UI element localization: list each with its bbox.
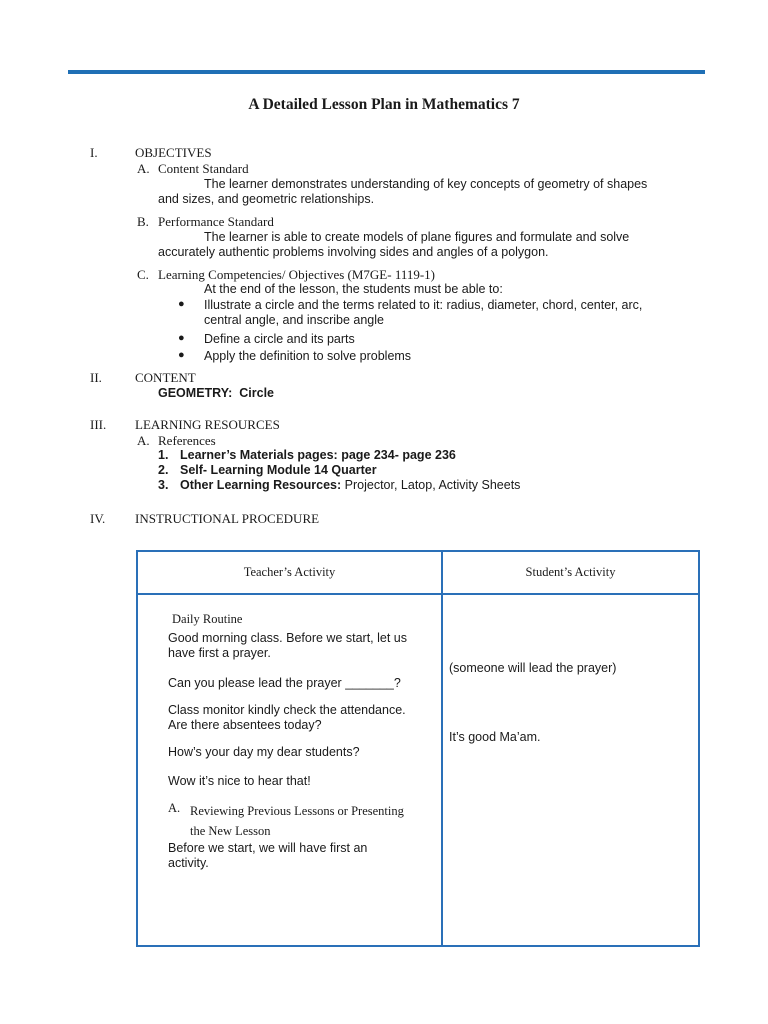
competencies-label: Learning Competencies/ Objectives (M7GE- 1119-1)	[158, 267, 436, 282]
daily-routine-label: Daily Routine	[172, 612, 243, 626]
competency-bullet-3: Apply the definition to solve problems	[204, 349, 412, 363]
review-heading: Reviewing Previous Lessons or Presenting the New Lesson	[190, 804, 404, 838]
competencies-intro: At the end of the lesson, the students must be able to:	[204, 282, 503, 296]
resource-item: Self- Learning Module 14 Quarter	[180, 463, 377, 477]
content-topic-value: Circle	[239, 386, 275, 400]
teacher-activity-header: Teacher’s Activity	[243, 565, 336, 579]
activity-table	[136, 550, 700, 947]
section-heading-content: CONTENT	[135, 370, 196, 385]
bullet-icon: ●	[178, 332, 185, 344]
subsection-letter-c: C.	[137, 267, 149, 282]
competency-bullet-1: Illustrate a circle and the terms related to it: radius, diameter, chord, center, arc, central angle, and inscribe angle	[204, 298, 643, 327]
student-activity-header: Student’s Activity	[525, 565, 616, 579]
teacher-greeting: Good morning class. Before we start, let us have first a prayer.	[168, 631, 407, 660]
table-header-divider	[138, 593, 698, 595]
resource-item: Other Learning Resources: Projector, Latop, Activity Sheets	[180, 478, 521, 492]
content-topic-label: GEOMETRY:	[158, 386, 233, 400]
bullet-icon: ●	[178, 298, 185, 310]
subsection-letter-a: A.	[137, 161, 150, 176]
student-good-response: It’s good Ma’am.	[449, 730, 541, 744]
subsection-letter-b: B.	[137, 214, 149, 229]
teacher-attendance: Class monitor kindly check the attendance. Are there absentees today?	[168, 703, 406, 732]
document-title: A Detailed Lesson Plan in Mathematics 7	[248, 96, 520, 113]
table-column-divider	[441, 552, 443, 945]
references-letter: A.	[137, 433, 150, 448]
resource-number: 1.	[158, 448, 169, 462]
student-prayer-response: (someone will lead the prayer)	[449, 661, 617, 675]
section-heading-objectives: OBJECTIVES	[135, 145, 212, 160]
section-heading-resources: LEARNING RESOURCES	[135, 417, 280, 432]
content-topic	[158, 386, 274, 400]
section-heading-procedure: INSTRUCTIONAL PROCEDURE	[135, 511, 320, 526]
teacher-nice: Wow it’s nice to hear that!	[168, 774, 311, 788]
section-numeral-content: II.	[90, 370, 102, 385]
top-rule	[68, 70, 705, 74]
review-letter: A.	[168, 801, 181, 815]
section-numeral-procedure: IV.	[90, 511, 106, 526]
content-standard-text: The learner demonstrates understanding of key concepts of geometry of shapes and sizes, and geometric relationships.	[158, 177, 648, 206]
teacher-lead-prayer: Can you please lead the prayer _______?	[168, 676, 401, 690]
resource-number: 2.	[158, 463, 169, 477]
teacher-activity-intro: Before we start, we will have first an activity.	[168, 841, 368, 870]
bullet-icon: ●	[178, 349, 185, 361]
performance-standard-label: Performance Standard	[158, 214, 274, 229]
resource-item: Learner’s Materials pages: page 234- page 236	[180, 448, 456, 462]
content-standard-label: Content Standard	[158, 161, 249, 176]
performance-standard-text: The learner is able to create models of plane figures and formulate and solve accurately authentic problems involving sides and angles of a polygon.	[158, 230, 630, 259]
section-numeral-objectives: I.	[90, 145, 98, 160]
resource-number: 3.	[158, 478, 169, 492]
competency-bullet-2: Define a circle and its parts	[204, 332, 355, 346]
section-numeral-resources: III.	[90, 417, 107, 432]
references-label: References	[158, 433, 216, 448]
teacher-how-day: How’s your day my dear students?	[168, 745, 360, 759]
